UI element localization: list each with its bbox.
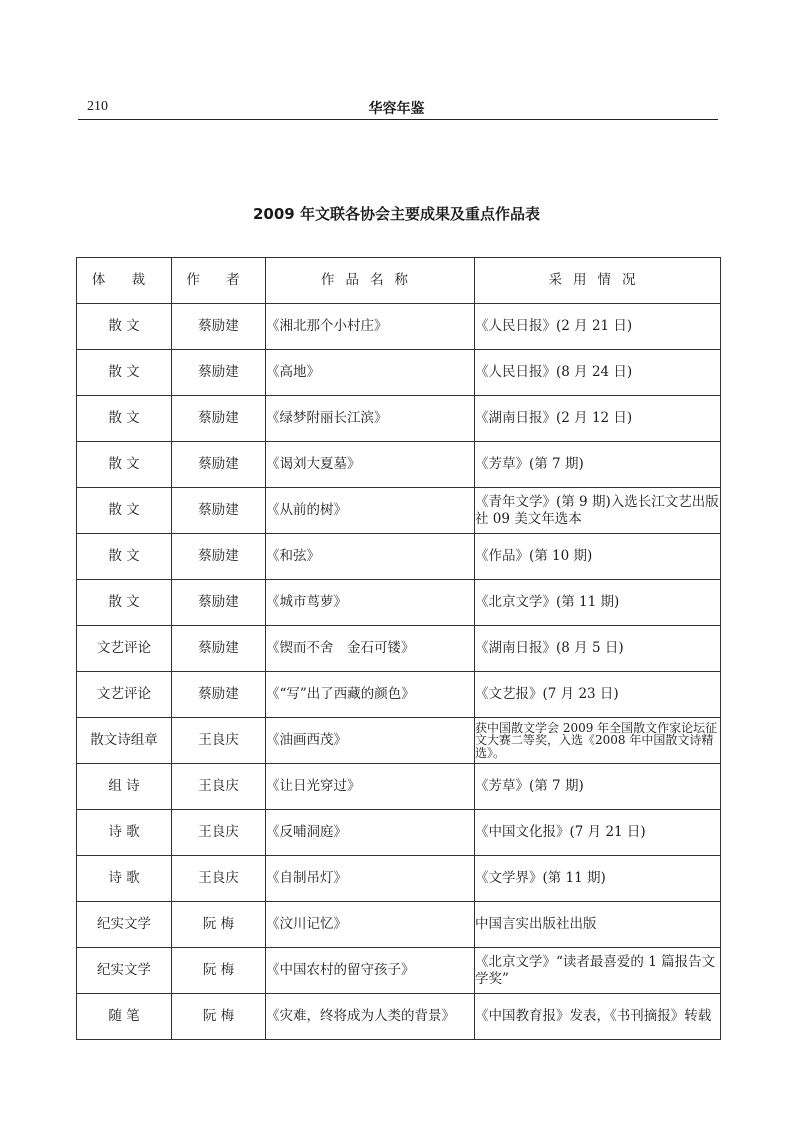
publication-cell: 中国言实出版社出版: [475, 902, 721, 948]
publication-cell: 《人民日报》(8 月 24 日): [475, 350, 721, 396]
table-row: [77, 672, 721, 718]
publication-cell: 《北京文学》“读者最喜爱的 1 篇报告文学奖”: [475, 948, 721, 994]
publication-cell: 《湖南日报》(8 月 5 日): [475, 626, 721, 672]
publication-cell: 《中国文化报》(7 月 21 日): [475, 810, 721, 856]
publication-cell: 《文艺报》(7 月 23 日): [475, 672, 721, 718]
genre-cell: 文艺评论: [77, 672, 172, 718]
table-row: [77, 626, 721, 672]
publication-cell: 《北京文学》(第 11 期): [475, 580, 721, 626]
title-cell: 《自制吊灯》: [266, 856, 475, 902]
publication-cell: 《青年文学》(第 9 期)入选长江文艺出版社 09 美文年选本: [475, 488, 721, 534]
title-cell: 《“写”出了西藏的颜色》: [266, 672, 475, 718]
author-cell: 蔡励建: [172, 626, 266, 672]
header-rule: [78, 119, 718, 120]
column-header-author: 作 者: [172, 258, 266, 304]
genre-cell: 组 诗: [77, 764, 172, 810]
title-cell: 《谒刘大夏墓》: [266, 442, 475, 488]
column-header-genre: 体 裁: [77, 258, 172, 304]
publication-cell: 《人民日报》(2 月 21 日): [475, 304, 721, 350]
author-cell: 蔡励建: [172, 580, 266, 626]
table-row: [77, 396, 721, 442]
table-row: [77, 902, 721, 948]
genre-cell: 散 文: [77, 442, 172, 488]
genre-cell: 散 文: [77, 580, 172, 626]
table-row: [77, 534, 721, 580]
title-cell: 《湘北那个小村庄》: [266, 304, 475, 350]
table-row: [77, 810, 721, 856]
author-cell: 蔡励建: [172, 304, 266, 350]
title-cell: 《让日光穿过》: [266, 764, 475, 810]
genre-cell: 散 文: [77, 304, 172, 350]
author-cell: 王良庆: [172, 810, 266, 856]
author-cell: 阮 梅: [172, 902, 266, 948]
genre-cell: 纪实文学: [77, 948, 172, 994]
title-cell: 《油画西茂》: [266, 718, 475, 764]
title-cell: 《城市茑萝》: [266, 580, 475, 626]
genre-cell: 散 文: [77, 396, 172, 442]
author-cell: 蔡励建: [172, 396, 266, 442]
table-header-row: [77, 258, 721, 304]
author-cell: 蔡励建: [172, 442, 266, 488]
table-row: [77, 580, 721, 626]
publication-cell: 获中国散文学会 2009 年全国散文作家论坛征文大赛二等奖，入选《2008 年中国散文诗精选》。: [475, 718, 721, 764]
genre-cell: 随 笔: [77, 994, 172, 1040]
genre-cell: 纪实文学: [77, 902, 172, 948]
genre-cell: 散 文: [77, 534, 172, 580]
genre-cell: 散 文: [77, 488, 172, 534]
table-row: [77, 488, 721, 534]
genre-cell: 散文诗组章: [77, 718, 172, 764]
table-row: [77, 994, 721, 1040]
author-cell: 阮 梅: [172, 994, 266, 1040]
author-cell: 王良庆: [172, 764, 266, 810]
title-cell: 《灾难，终将成为人类的背景》: [266, 994, 475, 1040]
table-row: [77, 948, 721, 994]
genre-cell: 诗 歌: [77, 856, 172, 902]
genre-cell: 文艺评论: [77, 626, 172, 672]
publication-cell: 《中国教育报》发表，《书刊摘报》转载: [475, 994, 721, 1040]
title-cell: 《锲而不舍 金石可镂》: [266, 626, 475, 672]
genre-cell: 散 文: [77, 350, 172, 396]
table-row: [77, 304, 721, 350]
publication-cell: 《湖南日报》(2 月 12 日): [475, 396, 721, 442]
publication-cell: 《芳草》(第 7 期): [475, 764, 721, 810]
title-cell: 《和弦》: [266, 534, 475, 580]
title-cell: 《高地》: [266, 350, 475, 396]
author-cell: 蔡励建: [172, 350, 266, 396]
publication-cell: 《作品》(第 10 期): [475, 534, 721, 580]
title-cell: 《从前的树》: [266, 488, 475, 534]
author-cell: 王良庆: [172, 856, 266, 902]
column-header-publication: 采用情况: [475, 258, 721, 304]
title-cell: 《绿梦附丽长江滨》: [266, 396, 475, 442]
title-cell: 《中国农村的留守孩子》: [266, 948, 475, 994]
publication-cell: 《芳草》(第 7 期): [475, 442, 721, 488]
page-number: 210: [87, 99, 108, 114]
table-title: 2009 年文联各协会主要成果及重点作品表: [253, 205, 540, 223]
genre-cell: 诗 歌: [77, 810, 172, 856]
author-cell: 王良庆: [172, 718, 266, 764]
title-cell: 《汶川记忆》: [266, 902, 475, 948]
table-row: [77, 718, 721, 764]
table-row: [77, 764, 721, 810]
title-cell: 《反哺洞庭》: [266, 810, 475, 856]
column-header-title: 作品名称: [266, 258, 475, 304]
running-head: 华容年鉴: [368, 101, 425, 117]
author-cell: 蔡励建: [172, 488, 266, 534]
author-cell: 蔡励建: [172, 534, 266, 580]
author-cell: 蔡励建: [172, 672, 266, 718]
table-row: [77, 856, 721, 902]
table-row: [77, 350, 721, 396]
works-table: [76, 257, 721, 1040]
publication-cell: 《文学界》(第 11 期): [475, 856, 721, 902]
author-cell: 阮 梅: [172, 948, 266, 994]
table-row: [77, 442, 721, 488]
